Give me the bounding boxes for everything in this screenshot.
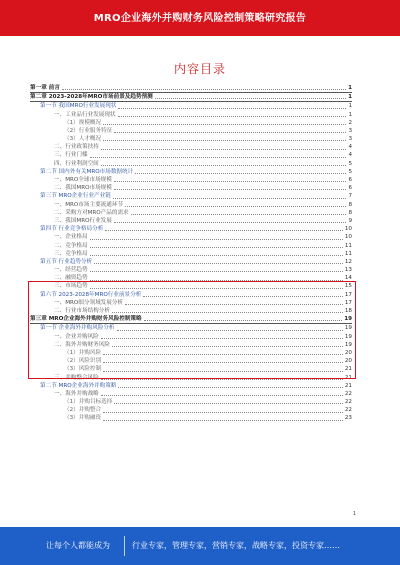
toc-dot-leader <box>144 320 343 321</box>
toc-entry-label: （1）并购目标选择 <box>64 399 113 406</box>
toc-dot-leader <box>90 239 343 240</box>
toc-entry[interactable] <box>30 258 352 266</box>
toc-entry[interactable] <box>30 341 352 349</box>
toc-entry-label: （3）人才概况 <box>64 136 102 143</box>
toc-entry-page: 6 <box>348 177 352 184</box>
toc-dot-leader <box>94 263 343 264</box>
toc-entry-label: 二、行业市场结构分析 <box>54 308 110 315</box>
toc-entry-label: 四、行业利润空间 <box>54 160 99 167</box>
toc-dot-leader <box>101 165 347 166</box>
toc-entry-page: 12 <box>344 258 352 265</box>
toc-entry-label: 第三节 MRO企业行业产业链 <box>40 193 111 200</box>
toc-entry-label: 三、市场趋势 <box>54 283 88 290</box>
footer-slogan-right: 行业专家，管理专家，营销专家，战略专家，投资专家…… <box>132 541 340 550</box>
toc-entry-label: 三、并购整合风险 <box>54 374 99 381</box>
toc-entry-label: 一、企业格局 <box>54 234 88 241</box>
toc-entry[interactable] <box>30 374 352 382</box>
toc-entry[interactable] <box>30 274 352 282</box>
toc-entry-page: 19 <box>344 325 352 332</box>
toc-entry-label: （2）并购整合 <box>64 407 102 414</box>
toc-entry-label: 一、企业并购风险 <box>54 333 99 340</box>
toc-entry[interactable] <box>30 266 352 274</box>
toc-entry[interactable] <box>30 209 352 217</box>
toc-entry-label: 第一节 我国MRO行业发展现状 <box>40 103 117 110</box>
toc-entry-label: （3）风险控制 <box>64 366 102 373</box>
toc-entry-page: 6 <box>348 185 352 192</box>
toc-entry-page: 9 <box>348 217 352 224</box>
toc-entry[interactable] <box>30 307 352 315</box>
toc-dot-leader <box>105 230 343 231</box>
toc-dot-leader <box>135 173 346 174</box>
toc-entry-page: 7 <box>348 193 352 200</box>
toc-entry[interactable] <box>30 250 352 258</box>
toc-entry[interactable] <box>30 299 352 307</box>
toc-entry[interactable] <box>30 127 352 135</box>
toc-entry-page: 10 <box>344 234 352 241</box>
toc-entry-page: 15 <box>344 283 352 290</box>
toc-entry-label: 一、经营趋势 <box>54 267 88 274</box>
toc-entry-page: 11 <box>344 242 352 249</box>
toc-dot-leader <box>101 379 343 380</box>
toc-dot-leader <box>114 403 343 404</box>
toc-entry-label: 三、我国MRO行业发展 <box>54 217 112 224</box>
toc-dot-leader <box>62 89 346 90</box>
toc-entry-page: 11 <box>344 250 352 257</box>
toc-dot-leader <box>114 222 347 223</box>
toc-dot-leader <box>131 214 347 215</box>
toc-entry-page: 17 <box>344 291 352 298</box>
footer-slogan-left: 让每个人都能成为 <box>46 541 110 550</box>
toc-entry-page: 21 <box>344 382 352 389</box>
toc-entry-page: 5 <box>348 160 352 167</box>
toc-entry[interactable] <box>30 415 352 423</box>
toc-dot-leader <box>103 124 346 125</box>
toc-entry-label: （1）规模概况 <box>64 119 102 126</box>
toc-dot-leader <box>125 206 346 207</box>
toc-entry[interactable] <box>30 315 352 324</box>
toc-dot-leader <box>112 312 343 313</box>
toc-entry-page: 1 <box>348 103 352 110</box>
toc-entry-label: （2）风险识别 <box>64 358 102 365</box>
toc-entry-page: 8 <box>348 201 352 208</box>
toc-entry-label: 二、采购方对MRO产品的需求 <box>54 209 129 216</box>
toc-entry-label: 一、MRO市场主要流通环节 <box>54 201 124 208</box>
toc-entry-page: 4 <box>348 144 352 151</box>
toc-entry-page: 20 <box>344 349 352 356</box>
toc-entry-label: 三、竞争格局 <box>54 250 88 257</box>
toc-entry[interactable] <box>30 192 352 200</box>
toc-entry-label: 第六节 2023-2028年MRO行业前景分析 <box>40 291 142 298</box>
toc-dot-leader <box>90 247 343 248</box>
toc-entry-page: 21 <box>344 374 352 381</box>
toc-entry[interactable] <box>30 152 352 160</box>
toc-dot-leader <box>117 330 343 331</box>
toc-entry-label: 三、行业门槛 <box>54 152 88 159</box>
toc-dot-leader <box>101 395 343 396</box>
toc-dot-leader <box>118 108 346 109</box>
toc-heading: 内容目录 <box>173 62 226 76</box>
toc-entry-page: 4 <box>348 152 352 159</box>
toc-dot-leader <box>112 346 343 347</box>
header-bar <box>0 0 400 36</box>
toc-entry-page: 19 <box>344 316 352 323</box>
toc-dot-leader <box>90 157 347 158</box>
toc-entry-page: 22 <box>344 399 352 406</box>
toc-entry-page: 20 <box>344 358 352 365</box>
toc-dot-leader <box>101 338 343 339</box>
toc-dot-leader <box>143 296 343 297</box>
toc-entry[interactable] <box>30 119 352 127</box>
toc-entry-label: （3）并购融资 <box>64 415 102 422</box>
footer-bar <box>0 527 400 565</box>
toc-entry-label: 二、行业政策扶持 <box>54 144 99 151</box>
toc-entry-page: 14 <box>344 275 352 282</box>
toc-entry[interactable] <box>30 291 352 299</box>
toc-entry-page: 3 <box>348 127 352 134</box>
toc-entry[interactable] <box>30 382 352 390</box>
toc-dot-leader <box>103 140 346 141</box>
toc-dot-leader <box>113 198 347 199</box>
toc-entry-label: （2）行业服务特征 <box>64 127 113 134</box>
toc-dot-leader <box>103 420 343 421</box>
toc-entry[interactable] <box>30 111 352 119</box>
toc-entry-page: 3 <box>348 136 352 143</box>
toc-entry-label: 第一章 前言 <box>30 84 60 91</box>
toc-entry-page: 18 <box>344 308 352 315</box>
toc-dot-leader <box>90 288 343 289</box>
toc-entry[interactable] <box>30 135 352 143</box>
toc-entry[interactable] <box>30 201 352 209</box>
toc-entry[interactable] <box>30 102 352 110</box>
document-title: MRO企业海外并购财务风险控制策略研究报告 <box>93 13 307 24</box>
toc-entry-page: 1 <box>348 111 352 118</box>
toc-entry-page: 13 <box>344 267 352 274</box>
toc-entry-page: 22 <box>344 390 352 397</box>
toc-entry-label: 第一节 企业海外并购风险分析 <box>40 325 115 332</box>
toc-entry-page: 8 <box>348 209 352 216</box>
toc-entry[interactable] <box>30 406 352 414</box>
toc-dot-leader <box>114 132 346 133</box>
toc-entry[interactable] <box>30 160 352 168</box>
toc-entry[interactable] <box>30 93 352 102</box>
toc-entry[interactable] <box>30 390 352 398</box>
toc-entry-label: 第二节 国内外有关MRO市场数据统计 <box>40 168 134 175</box>
toc-entry-page: 17 <box>344 299 352 306</box>
toc-dot-leader <box>114 189 347 190</box>
toc-entry-page: 21 <box>344 366 352 373</box>
toc-dot-leader <box>101 149 347 150</box>
toc-dot-leader <box>125 304 343 305</box>
toc-entry-label: 第二章 2023-2028年MRO市场前景及趋势预测 <box>30 94 153 101</box>
toc-entry-label: 一、工业品行业发展现状 <box>54 111 116 118</box>
toc-entry-page: 10 <box>344 226 352 233</box>
toc-entry-label: 第二节 MRO企业海外并购策略 <box>40 382 117 389</box>
toc-entry-label: 二、融资趋势 <box>54 275 88 282</box>
toc-entry[interactable] <box>30 357 352 365</box>
page-number: 1 <box>352 511 356 517</box>
toc-entry[interactable] <box>30 143 352 151</box>
toc-entry[interactable] <box>30 349 352 357</box>
toc-entry[interactable] <box>30 324 352 332</box>
toc-dot-leader <box>90 280 343 281</box>
toc-entry-label: 二、我国MRO市场规模 <box>54 185 112 192</box>
toc-entry[interactable] <box>30 242 352 250</box>
toc-entry-page: 1 <box>348 84 352 91</box>
toc-entry[interactable] <box>30 225 352 233</box>
toc-entry-label: 第五节 行业趋势分析 <box>40 258 93 265</box>
toc-entry-label: 第四节 行业竞争格局分析 <box>40 226 104 233</box>
toc-entry-label: （1）并购风险 <box>64 349 102 356</box>
toc-entry-label: 二、海外并购财务风险 <box>54 341 110 348</box>
toc-entry-page: 19 <box>344 341 352 348</box>
toc-dot-leader <box>114 181 347 182</box>
toc-dot-leader <box>118 116 347 117</box>
toc-dot-leader <box>118 387 342 388</box>
toc-entry[interactable] <box>30 365 352 373</box>
toc-entry-label: 一、MRO细分领域发展分析 <box>54 299 124 306</box>
toc-dot-leader <box>103 371 343 372</box>
toc-entry-page: 5 <box>348 168 352 175</box>
toc-entry[interactable] <box>30 217 352 225</box>
toc-entry-page: 2 <box>348 119 352 126</box>
toc-entry-label: 第三章 MRO企业海外并购财务风险控制策略 <box>30 316 142 323</box>
toc-entry[interactable] <box>30 184 352 192</box>
toc-entry-page: 23 <box>344 415 352 422</box>
toc-entry[interactable] <box>30 84 352 93</box>
toc-dot-leader <box>103 362 343 363</box>
toc-dot-leader <box>90 255 343 256</box>
toc-dot-leader <box>103 412 343 413</box>
toc-entry[interactable] <box>30 398 352 406</box>
toc-entry[interactable] <box>30 333 352 341</box>
toc-entry[interactable] <box>30 176 352 184</box>
toc-dot-leader <box>103 354 343 355</box>
toc-dot-leader <box>90 271 343 272</box>
toc-entry[interactable] <box>30 233 352 241</box>
toc-entry-label: 一、MRO全球市场规模 <box>54 177 112 184</box>
footer-divider <box>124 536 125 556</box>
toc-entry-page: 19 <box>344 333 352 340</box>
toc-entry-page: 22 <box>344 407 352 414</box>
toc-entry-label: 一、海外并购战略 <box>54 390 99 397</box>
toc-entry[interactable] <box>30 168 352 176</box>
toc-entry-page: 1 <box>348 94 352 101</box>
toc-entry-label: 二、竞争格局 <box>54 242 88 249</box>
toc-dot-leader <box>155 98 346 99</box>
table-of-contents <box>30 84 352 423</box>
toc-entry[interactable] <box>30 283 352 291</box>
